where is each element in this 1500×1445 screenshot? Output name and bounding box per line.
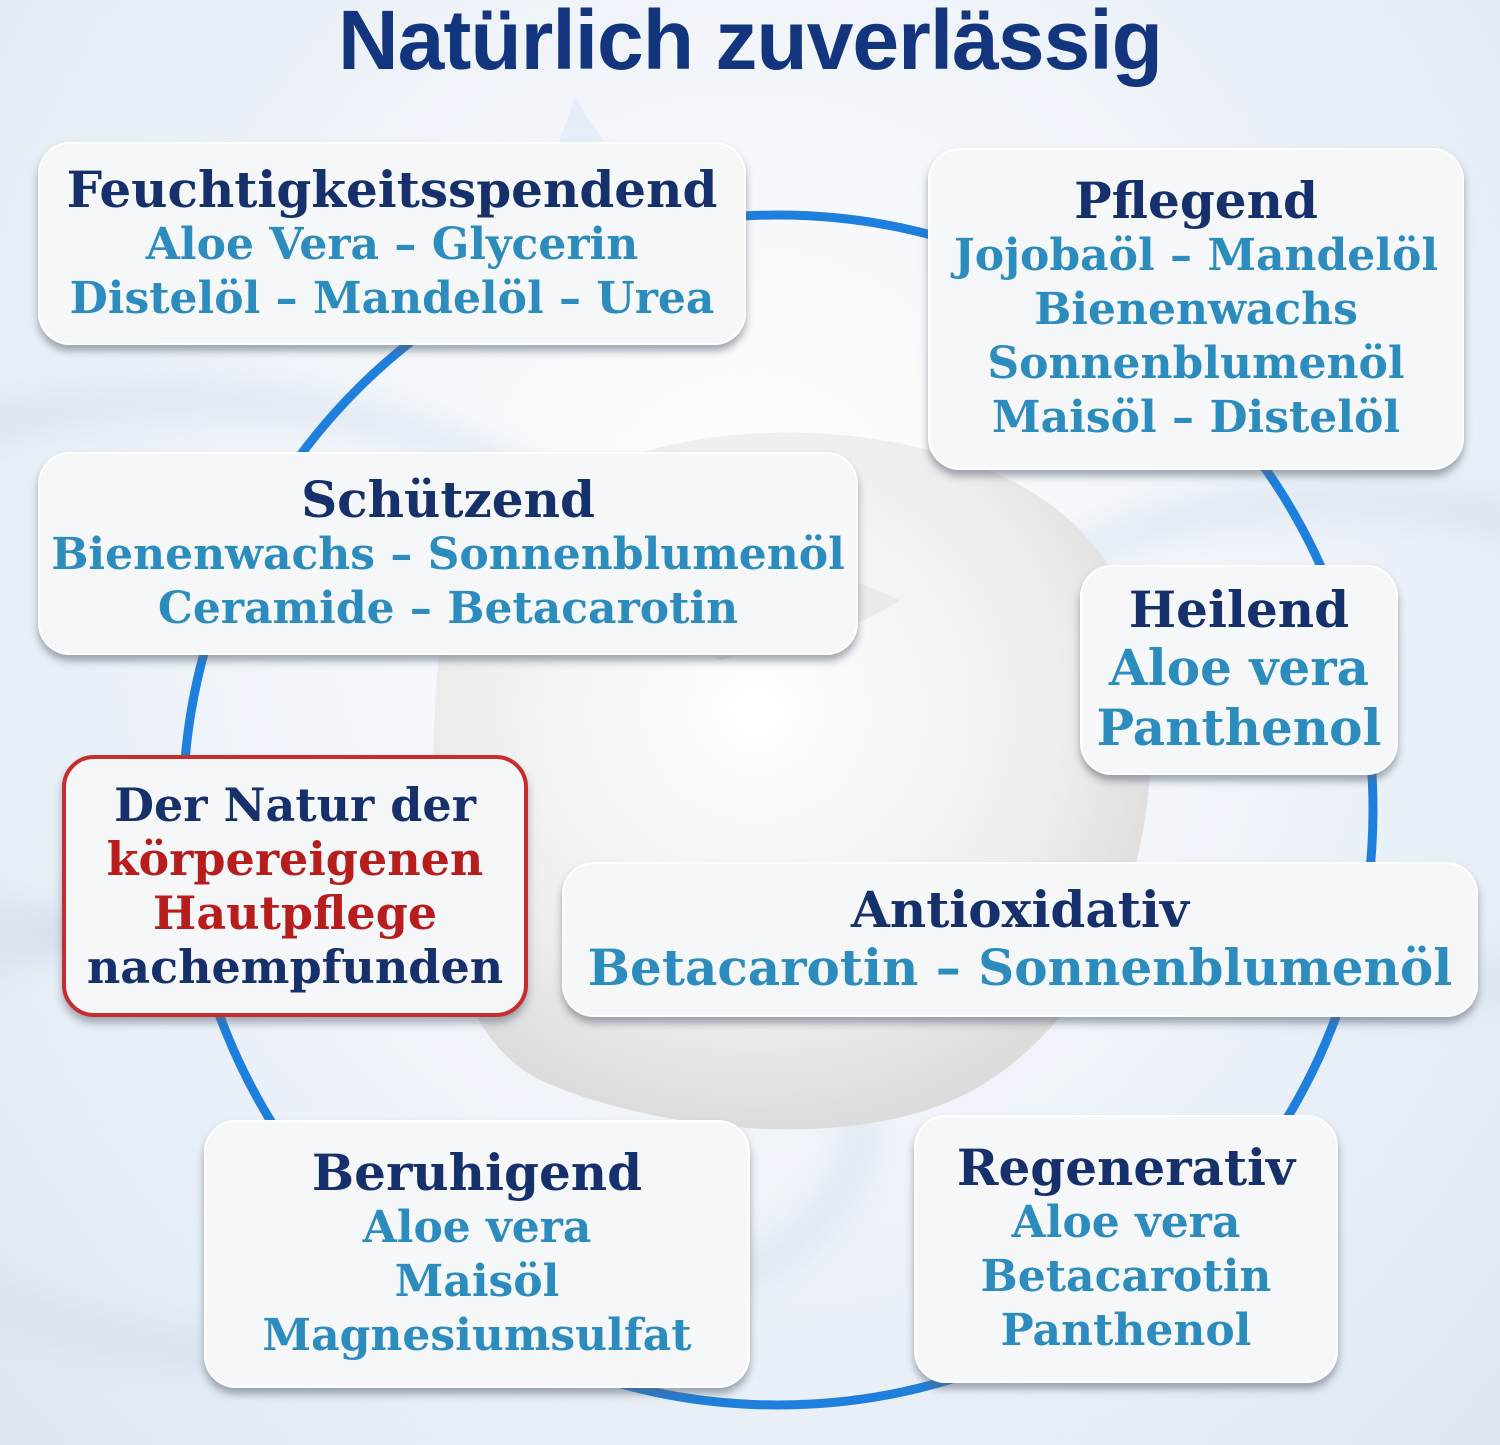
ingredient-line: Bienenwachs – Sonnenblumenöl bbox=[51, 528, 845, 580]
ingredient-line: Jojobaöl – Mandelöl bbox=[953, 230, 1439, 281]
ingredient-line: Aloe Vera – Glycerin bbox=[145, 218, 639, 270]
highlight-line: körpereigenen bbox=[106, 832, 484, 886]
ingredient-line: Betacarotin – Sonnenblumenöl bbox=[587, 937, 1453, 997]
ingredient-line: Aloe vera bbox=[362, 1202, 592, 1253]
ingredient-line: Aloe vera bbox=[1109, 638, 1369, 697]
card-title: Pflegend bbox=[1074, 171, 1318, 230]
ingredient-line: Bienenwachs bbox=[1034, 284, 1358, 335]
card-beruhigend bbox=[204, 1120, 750, 1388]
ingredient-line: Distelöl – Mandelöl – Urea bbox=[69, 272, 715, 324]
card-regenerativ bbox=[914, 1115, 1338, 1383]
card-pflegend bbox=[928, 148, 1464, 470]
ingredient-line: Aloe vera bbox=[1011, 1197, 1241, 1248]
card-title: Antioxidativ bbox=[851, 879, 1189, 939]
card-title: Heilend bbox=[1128, 580, 1350, 639]
ingredient-line: Ceramide – Betacarotin bbox=[157, 582, 739, 634]
card-title: Schützend bbox=[301, 469, 595, 529]
ingredient-line: Betacarotin bbox=[980, 1251, 1272, 1302]
highlight-line: Hautpflege bbox=[152, 886, 438, 940]
card-title: Beruhigend bbox=[311, 1143, 643, 1202]
card-schuetzend bbox=[38, 452, 858, 655]
card-heilend bbox=[1080, 565, 1398, 775]
highlight-line: nachempfunden bbox=[86, 940, 504, 994]
card-antioxidativ bbox=[562, 862, 1478, 1017]
ingredient-line: Sonnenblumenöl bbox=[987, 338, 1405, 389]
ingredient-line: Panthenol bbox=[1000, 1305, 1252, 1356]
ingredient-line: Maisöl bbox=[394, 1256, 560, 1307]
ingredient-line: Magnesiumsulfat bbox=[262, 1310, 692, 1361]
card-title: Feuchtigkeitsspendend bbox=[66, 159, 718, 219]
ingredient-line: Maisöl – Distelöl bbox=[991, 392, 1401, 443]
highlight-card bbox=[62, 755, 528, 1017]
card-title: Regenerativ bbox=[956, 1138, 1296, 1197]
ingredient-line: Panthenol bbox=[1096, 698, 1382, 757]
card-feuchtigkeitsspendend bbox=[38, 142, 746, 345]
page-title: Natürlich zuverlässig bbox=[338, 0, 1162, 87]
highlight-line: Der Natur der bbox=[114, 778, 476, 832]
